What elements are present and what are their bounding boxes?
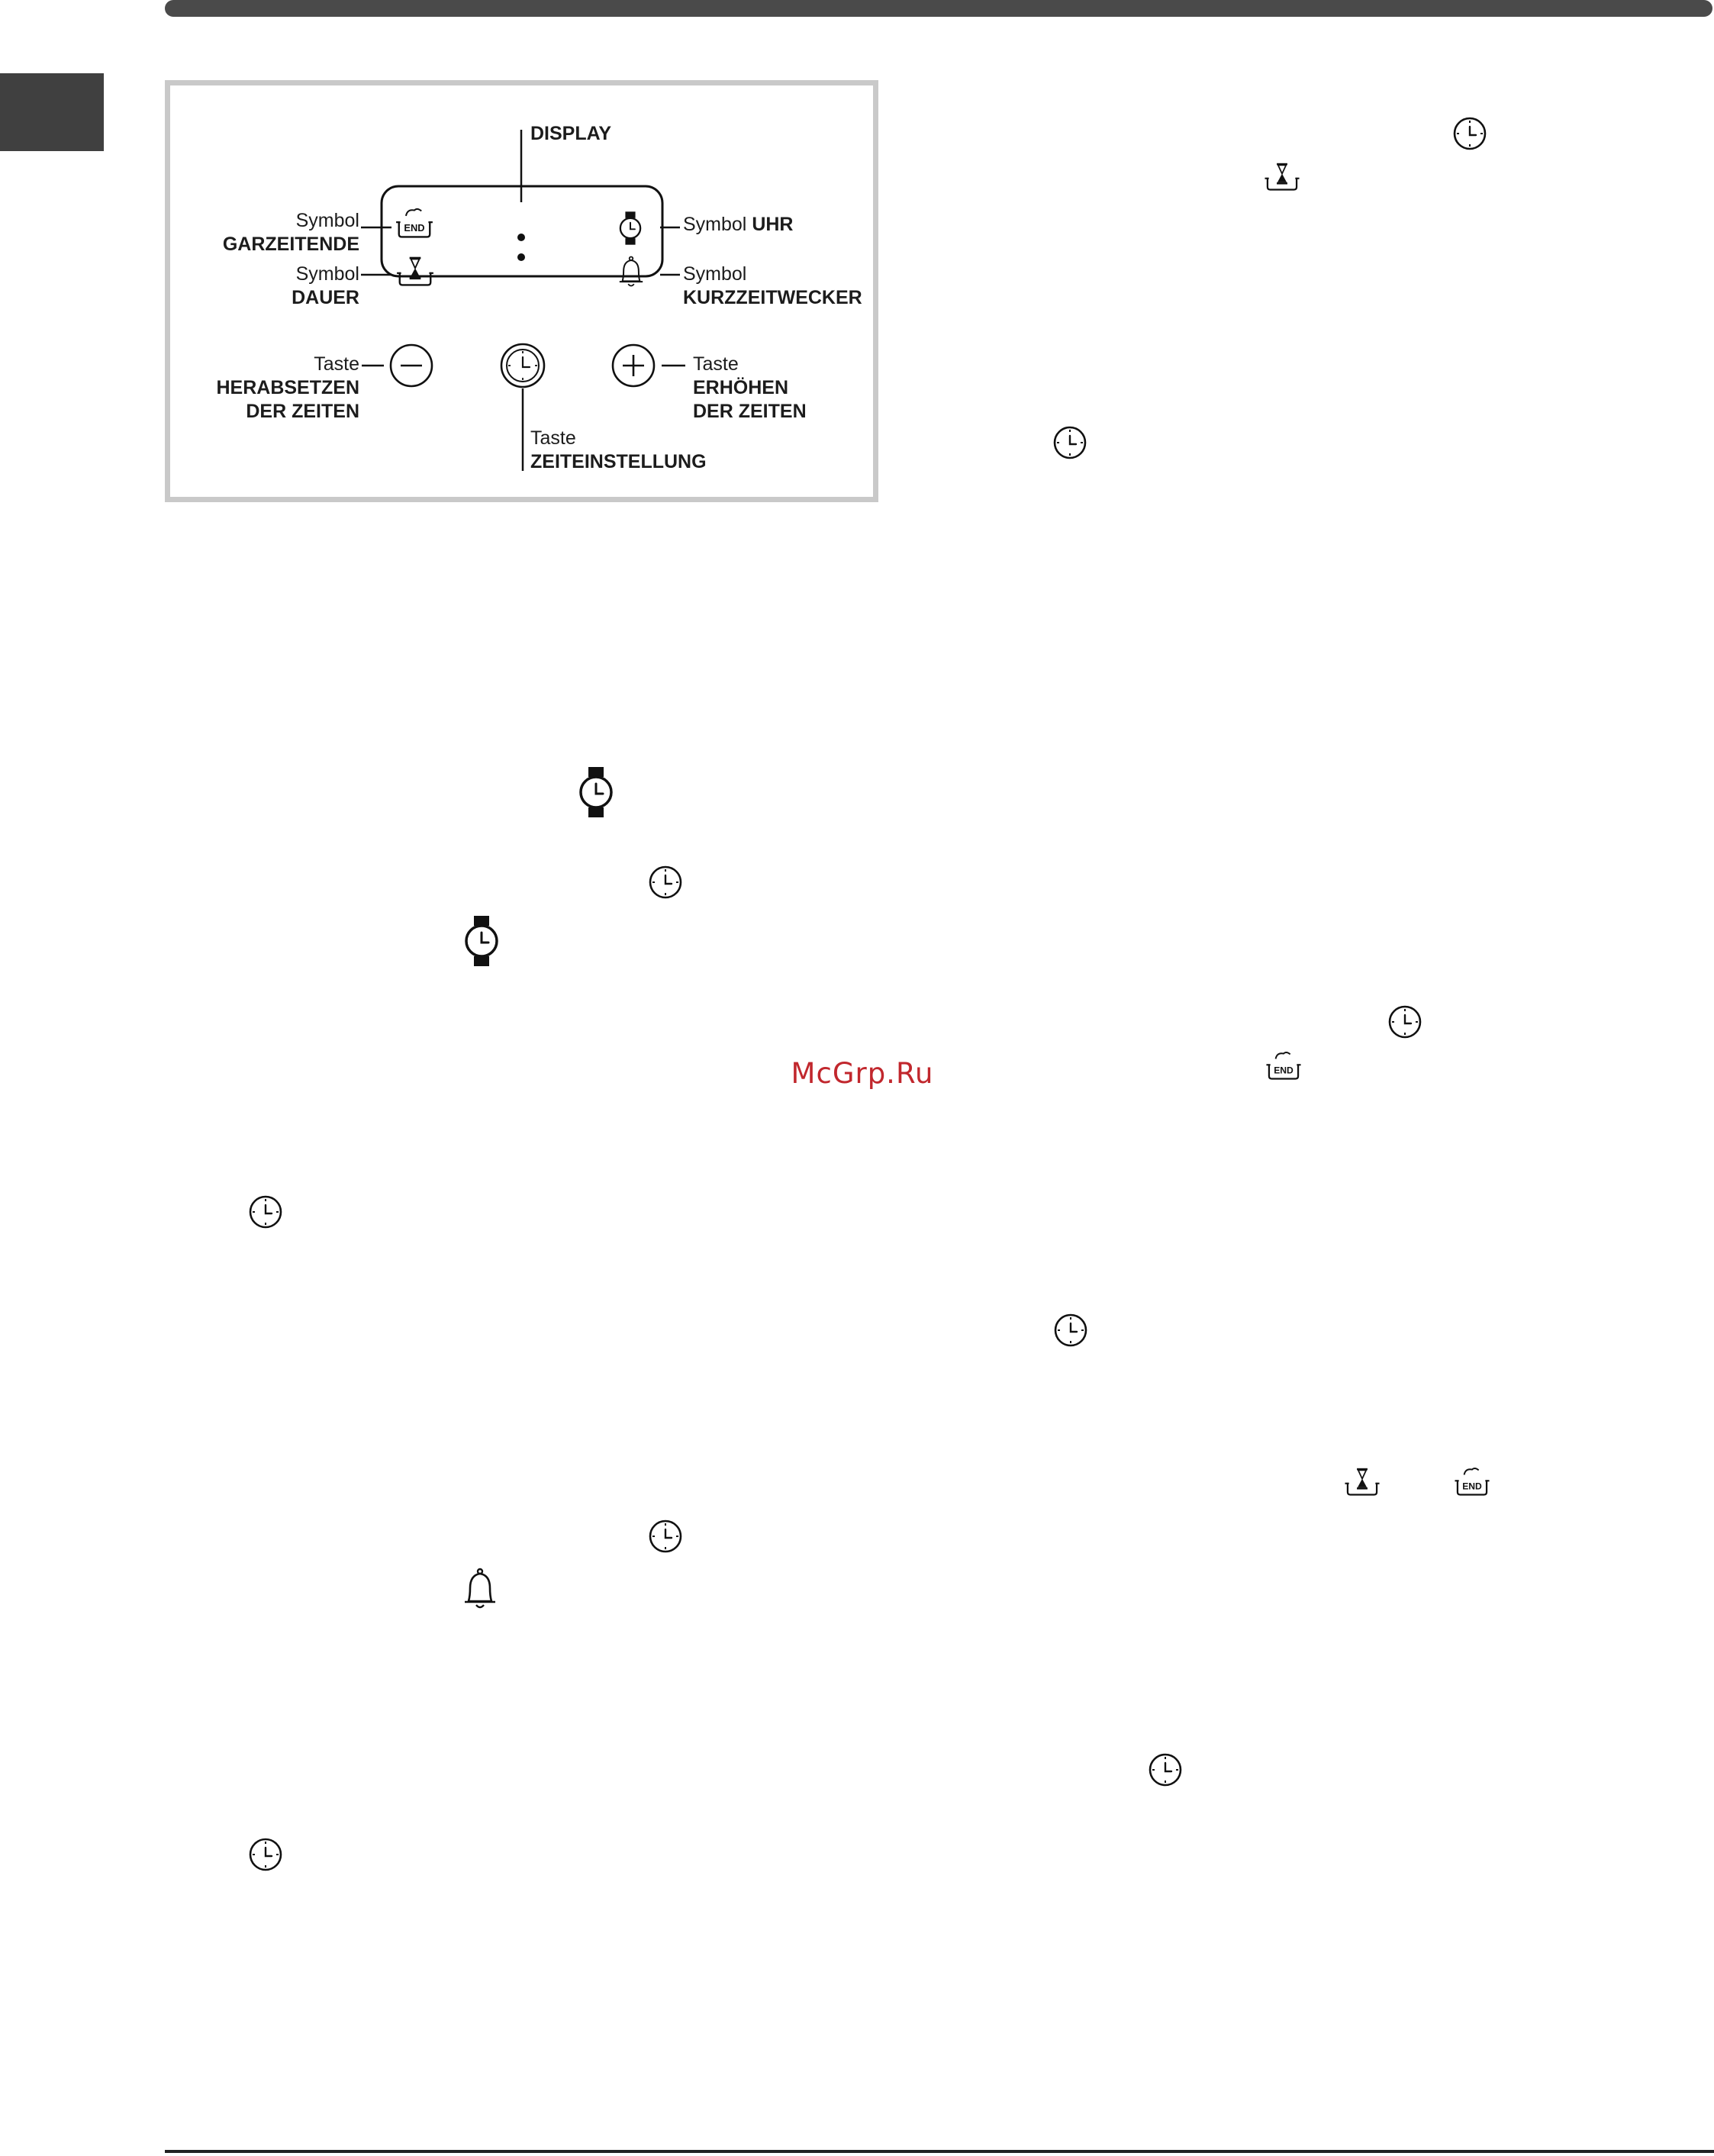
hourglass-icon [1342,1465,1382,1499]
watch-icon [620,211,640,244]
clock-icon [1051,424,1089,462]
kurzzeitwecker-label: Symbol KURZZEITWECKER [683,263,862,308]
garzeitende-label: Symbol GARZEITENDE [222,210,359,255]
side-tab [0,73,104,151]
bell-icon [461,1567,499,1613]
watermark: McGrp.Ru [791,1057,934,1090]
watch-icon [577,765,615,819]
clock-icon [646,1517,685,1555]
end-icon [1264,1049,1303,1083]
hourglass-icon [1262,160,1302,194]
minus-button-label: Taste HERABSETZEN DER ZEITEN [216,353,359,422]
clock-icon [646,863,685,901]
clock-icon [1451,114,1489,153]
end-icon [1452,1465,1492,1499]
plus-button-label: Taste ERHÖHEN DER ZEITEN [693,353,807,422]
bell-icon [620,256,643,285]
display-dot-top [517,234,525,241]
dauer-label: Symbol DAUER [292,263,359,308]
hourglass-icon [397,257,433,285]
minus-icon [391,345,432,386]
bottom-rule [165,2150,1714,2153]
display-dot-bottom [517,253,525,261]
clock-icon [246,1193,285,1231]
top-bar [165,0,1712,17]
display-label: DISPLAY [530,123,612,144]
clock-icon [1052,1311,1090,1349]
clock-button-icon [501,344,544,387]
control-panel-diagram [165,80,878,502]
clock-icon [1386,1003,1424,1041]
clock-button-label: Taste ZEITEINSTELLUNG [530,427,707,472]
clock-icon [246,1835,285,1874]
watch-icon [462,914,501,968]
uhr-label: Symbol UHR [683,214,794,235]
clock-icon [1146,1751,1184,1789]
end-icon [396,209,433,237]
plus-icon [613,345,654,386]
